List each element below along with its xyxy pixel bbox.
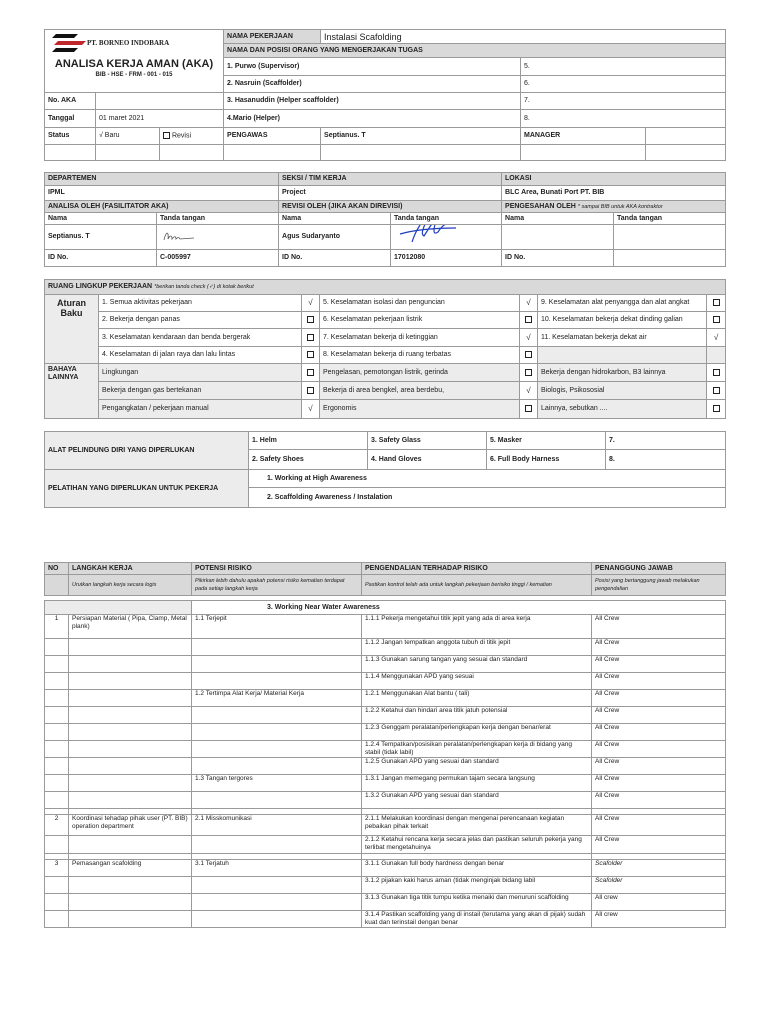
worker-3: 3. Hasanuddin (Helper scaffolder)	[224, 93, 521, 110]
cell-step: Pemasangan scafolding	[69, 860, 192, 877]
bahaya-item-5: Bekerja di area bengkel, area berdebu,	[320, 382, 520, 400]
apd-item-4: 4. Hand Gloves	[368, 450, 487, 470]
table-row	[45, 615, 726, 639]
cell-no	[45, 894, 69, 911]
company-name: PT. BORNEO INDOBARA	[87, 39, 170, 48]
cell-pj: All Crew	[592, 656, 726, 673]
cell-pj: All Crew	[592, 836, 726, 854]
worker-slot-7: 7.	[521, 93, 726, 110]
header-table	[44, 29, 726, 161]
cell-ctrl: 1.1.2 Jangan tempatkan anggota tubuh di titik jepit	[362, 639, 592, 656]
scope-item-11: 11. Keselamatan bekerja dekat air	[538, 329, 707, 347]
cell-risk: 1.2 Tertimpa Alat Kerja/ Material Kerja	[192, 690, 362, 707]
org-table	[44, 172, 726, 267]
cell-pj: All crew	[592, 894, 726, 911]
cell-step	[69, 639, 192, 656]
cell-ctrl: 1.1.3 Gunakan sarung tangan yang sesuai dan standard	[362, 656, 592, 673]
scope-item-4: 4. Keselamatan di jalan raya dan lalu lintas	[99, 347, 302, 364]
apd-item-1: 1. Helm	[249, 432, 368, 450]
cell-risk	[192, 724, 362, 741]
revisi-name: Agus Sudaryanto	[279, 225, 391, 250]
cell-step	[69, 673, 192, 690]
cell-no	[45, 656, 69, 673]
bahaya-item-2: Bekerja dengan gas bertekanan	[99, 382, 302, 400]
apd-item-3: 3. Safety Glass	[368, 432, 487, 450]
table-row	[45, 656, 726, 673]
revisi-checkbox[interactable]	[163, 132, 170, 139]
worker-slot-6: 6.	[521, 76, 726, 93]
cell-pj: All Crew	[592, 741, 726, 758]
training-item-3: 3. Working Near Water Awareness	[192, 601, 726, 615]
revisi-id: 17012080	[391, 250, 502, 267]
scope-check-4[interactable]	[302, 347, 320, 364]
analisa-signature	[157, 225, 279, 250]
signature-scribble-icon	[160, 227, 200, 245]
worker-2: 2. Nasruin (Scaffolder)	[224, 76, 521, 93]
col-risiko: POTENSI RISIKO	[192, 563, 362, 575]
cell-pj: Scafolder	[592, 877, 726, 894]
table-row	[45, 877, 726, 894]
cell-no	[45, 639, 69, 656]
seksi-value: Project	[279, 186, 502, 201]
bahaya-item-3: Pengangkatan / pekerjaan manual	[99, 400, 302, 419]
tanggal-value: 01 maret 2021	[96, 110, 224, 128]
cell-risk: 1.3 Tangan tergores	[192, 775, 362, 792]
cell-step: Persiapan Material ( Pipa, Clamp, Metal plank)	[69, 615, 192, 639]
manager-label: MANAGER	[521, 128, 646, 145]
table-row	[45, 775, 726, 792]
revisi-label: REVISI OLEH (JIKA AKAN DIREVISI)	[279, 201, 502, 213]
no-aka-value[interactable]	[96, 93, 224, 110]
scope-check-3[interactable]	[302, 329, 320, 347]
signature-blue-icon	[394, 225, 464, 246]
apd-item-7: 7.	[606, 432, 726, 450]
worker-slot-5: 5.	[521, 58, 726, 76]
cell-no: 1	[45, 615, 69, 639]
table-row	[45, 741, 726, 758]
cell-no	[45, 741, 69, 758]
col-no: NO	[45, 563, 69, 575]
cell-ctrl: 3.1.2 pijakan kaki harus aman (tidak menginjak bidang labil	[362, 877, 592, 894]
cell-pj: All Crew	[592, 673, 726, 690]
status-revisi-option[interactable]	[160, 128, 224, 145]
cell-step	[69, 894, 192, 911]
cell-risk	[192, 707, 362, 724]
manager-value[interactable]	[646, 128, 726, 145]
scope-check-11[interactable]: √	[707, 329, 726, 347]
scope-item-1: 1. Semua aktivitas pekerjaan	[99, 295, 302, 312]
scope-check-7[interactable]: √	[520, 329, 538, 347]
cell-step	[69, 792, 192, 809]
bahaya-check-2[interactable]	[302, 382, 320, 400]
cell-step	[69, 741, 192, 758]
bahaya-check-5[interactable]: √	[520, 382, 538, 400]
cell-pj: All Crew	[592, 758, 726, 775]
cell-ctrl: 1.1.4 Menggunakan APD yang sesuai	[362, 673, 592, 690]
worker-1: 1. Purwo (Supervisor)	[224, 58, 521, 76]
table-row	[45, 639, 726, 656]
cell-pj: All Crew	[592, 639, 726, 656]
scope-check-2[interactable]	[302, 312, 320, 329]
scope-item-3: 3. Keselamatan kendaraan dan benda bergerak	[99, 329, 302, 347]
table-row	[45, 707, 726, 724]
bahaya-item-4: Pengelasan, pemotongan listrik, gerinda	[320, 364, 520, 382]
table-row	[45, 911, 726, 928]
scope-note: *berikan tanda check (✓) di kotak berikut	[154, 284, 254, 290]
bahaya-check-3[interactable]: √	[302, 400, 320, 419]
scope-title: RUANG LINGKUP PEKERJAAN	[48, 283, 153, 290]
apd-item-2: 2. Safety Shoes	[249, 450, 368, 470]
cell-ctrl: 3.1.1 Gunakan full body hardness dengan benar	[362, 860, 592, 877]
cell-no	[45, 775, 69, 792]
cell-risk	[192, 792, 362, 809]
scope-item-2: 2. Bekerja dengan panas	[99, 312, 302, 329]
bahaya-item-8: Biologis, Psikososial	[538, 382, 707, 400]
cell-step: Koordinasi tehadap pihak user (PT. BIB) operation department	[69, 815, 192, 836]
scope-check-10[interactable]	[707, 312, 726, 329]
cell-ctrl: 1.2.1 Menggunakan Alat bantu ( tali)	[362, 690, 592, 707]
form-code: BIB - HSE - FRM - 001 - 015	[95, 71, 173, 78]
scope-check-8[interactable]	[520, 347, 538, 364]
cell-ctrl: 2.1.2 Ketahui rencana kerja secara jelas dan pastikan seluruh pekerja yang terlibat mengetahuinya	[362, 836, 592, 854]
cell-step	[69, 724, 192, 741]
table-row	[45, 836, 726, 854]
cell-ctrl: 3.1.3 Gunakan tiga titik tumpu ketika menaiki dan menuruni scaffolding	[362, 894, 592, 911]
workers-label: NAMA DAN POSISI ORANG YANG MENGERJAKAN TUGAS	[224, 44, 726, 58]
apd-label: ALAT PELINDUNG DIRI YANG DIPERLUKAN	[45, 432, 249, 470]
cell-no	[45, 836, 69, 854]
table-row	[45, 673, 726, 690]
scope-check-9[interactable]	[707, 295, 726, 312]
cell-pj: All Crew	[592, 815, 726, 836]
id-label-2: ID No.	[279, 250, 391, 267]
steps-table	[44, 562, 726, 928]
bahaya-check-1[interactable]	[302, 364, 320, 382]
cell-risk	[192, 894, 362, 911]
apd-item-8: 8.	[606, 450, 726, 470]
cell-step	[69, 656, 192, 673]
bahaya-check-8[interactable]	[707, 382, 726, 400]
pengesahan-note: * sampai BIB untuk AKA kontraktor	[577, 203, 663, 210]
sub-pj: Posisi yang bertanggung jawab melakukan pengendalian	[592, 575, 726, 596]
scope-table	[44, 279, 726, 419]
tanggal-label: Tanggal	[45, 110, 96, 128]
cell-risk	[192, 673, 362, 690]
status-baru[interactable]: √ Baru	[96, 128, 160, 145]
bahaya-item-7: Bekerja dengan hidrokarbon, B3 lainnya	[538, 364, 707, 382]
sub-langkah: Urutkan langkah kerja secara logis	[69, 575, 192, 596]
col-pengendalian: PENGENDALIAN TERHADAP RISIKO	[362, 563, 592, 575]
cell-risk	[192, 758, 362, 775]
training-item-2: 2. Scaffolding Awareness / Instalation	[249, 488, 726, 508]
apd-item-6: 6. Full Body Harness	[487, 450, 606, 470]
bahaya-item-6: Ergonomis	[320, 400, 520, 419]
cell-no	[45, 911, 69, 928]
bahaya-check-4[interactable]	[520, 364, 538, 382]
cell-ctrl: 1.3.1 Jangan memegang permukan tajam secara langsung	[362, 775, 592, 792]
no-aka-label: No. AKA	[45, 93, 96, 110]
scope-item-9: 9. Keselamatan alat penyangga dan alat angkat	[538, 295, 707, 312]
scope-item-7: 7. Keselamatan bekerja di ketinggian	[320, 329, 520, 347]
bahaya-item-9: Lainnya, sebutkan ....	[538, 400, 707, 419]
lokasi-label: LOKASI	[502, 173, 726, 186]
cell-pj: All Crew	[592, 775, 726, 792]
cell-no	[45, 877, 69, 894]
sub-pengendalian: Pastikan kontrol telah ada untuk langkah pekerjaan berisiko tinggi / kematian	[362, 575, 592, 596]
cell-risk	[192, 911, 362, 928]
cell-risk	[192, 741, 362, 758]
cell-step	[69, 758, 192, 775]
pengawas-value: Septianus. T	[321, 128, 521, 145]
cell-pj: All Crew	[592, 690, 726, 707]
job-value: Instalasi Scafolding	[321, 30, 726, 44]
cell-ctrl: 1.2.3 Genggam peralatan/perlengkapan kerja dengan benar/erat	[362, 724, 592, 741]
status-label: Status	[45, 128, 96, 145]
scope-item-5: 5. Keselamatan isolasi dan penguncian	[320, 295, 520, 312]
bahaya-label: BAHAYA LAINNYA	[45, 364, 99, 419]
cell-pj: All crew	[592, 911, 726, 928]
seksi-label: SEKSI / TIM KERJA	[279, 173, 502, 186]
sub-risiko: Pikirkan lebih dahulu apakah potensi risiko kematian terdapat pada setiap langkah kerja	[192, 575, 362, 596]
id-label-3: ID No.	[502, 250, 614, 267]
ttd-label-1: Tanda tangan	[157, 213, 279, 225]
cell-risk	[192, 877, 362, 894]
cell-no	[45, 792, 69, 809]
cell-step	[69, 707, 192, 724]
cell-pj: All Crew	[592, 792, 726, 809]
cell-no	[45, 690, 69, 707]
scope-item-10: 10. Keselamatan bekerja dekat dinding galian	[538, 312, 707, 329]
cell-step	[69, 877, 192, 894]
cell-ctrl: 1.2.4 Tempatkan/posisikan peralatan/perlengkapan kerja di bidang yang stabil (tidak labil)	[362, 741, 592, 758]
nama-label-1: Nama	[45, 213, 157, 225]
cell-no	[45, 707, 69, 724]
scope-item-8: 8. Keselamatan bekerja di ruang terbatas	[320, 347, 520, 364]
bahaya-item-1: Lingkungan	[99, 364, 302, 382]
pengesahan-label: PENGESAHAN OLEH	[505, 202, 576, 210]
worker-slot-8: 8.	[521, 110, 726, 128]
table-row	[45, 758, 726, 775]
cell-ctrl: 1.2.5 Gunakan APD yang sesuai dan standard	[362, 758, 592, 775]
id-label-1: ID No.	[45, 250, 157, 267]
cell-pj: All Crew	[592, 707, 726, 724]
cell-ctrl: 2.1.1 Melakukan koordinasi dengan mengenai perencanaan kegiatan pebaikan pihak terkait	[362, 815, 592, 836]
pengawas-label: PENGAWAS	[224, 128, 321, 145]
cell-risk: 1.1 Terjepit	[192, 615, 362, 639]
cell-no	[45, 724, 69, 741]
step-rows	[45, 615, 726, 928]
table-row	[45, 860, 726, 877]
cell-ctrl: 3.1.4 Pastikan scaffolding yang di instail (terutama yang akan di pijak) sudah kuat dan terinstail dengan benar	[362, 911, 592, 928]
table-row	[45, 792, 726, 809]
cell-step	[69, 690, 192, 707]
table-row	[45, 724, 726, 741]
col-langkah: LANGKAH KERJA	[69, 563, 192, 575]
cell-no	[45, 758, 69, 775]
table-row	[45, 690, 726, 707]
scope-check-5[interactable]: √	[520, 295, 538, 312]
cell-risk	[192, 656, 362, 673]
worker-4: 4.Mario (Helper)	[224, 110, 521, 128]
apd-table	[44, 431, 726, 508]
col-pj: PENANGGUNG JAWAB	[592, 563, 726, 575]
cell-step	[69, 775, 192, 792]
ttd-label-2: Tanda tangan	[391, 213, 502, 225]
cell-ctrl: 1.1.1 Pekerja mengetahui titik jepit yang ada di area kerja	[362, 615, 592, 639]
cell-step	[69, 836, 192, 854]
scope-item-6: 6. Keselamatan pekerjaan listrik	[320, 312, 520, 329]
ttd-label-3: Tanda tangan	[614, 213, 726, 225]
training-item-1: 1. Working at High Awareness	[249, 470, 726, 488]
training-label: PELATIHAN YANG DIPERLUKAN UNTUK PEKERJA	[45, 470, 249, 508]
cell-pj: All Crew	[592, 615, 726, 639]
bahaya-check-9[interactable]	[707, 400, 726, 419]
cell-risk	[192, 639, 362, 656]
form-title: ANALISA KERJA AMAN (AKA)	[54, 57, 214, 70]
lokasi-value: BLC Area, Bunati Port PT. BIB	[502, 186, 726, 201]
cell-pj: Scafolder	[592, 860, 726, 877]
cell-pj: All Crew	[592, 724, 726, 741]
cell-no: 2	[45, 815, 69, 836]
apd-item-5: 5. Masker	[487, 432, 606, 450]
job-label: NAMA PEKERJAAN	[224, 30, 321, 44]
bahaya-check-6[interactable]	[520, 400, 538, 419]
departemen-value: IPML	[45, 186, 279, 201]
scope-check-1[interactable]: √	[302, 295, 320, 312]
nama-label-3: Nama	[502, 213, 614, 225]
cell-no	[45, 673, 69, 690]
analisa-id: C-005997	[157, 250, 279, 267]
status-revisi-label: Revisi	[171, 132, 192, 140]
table-row	[45, 894, 726, 911]
cell-risk: 3.1 Terjatuh	[192, 860, 362, 877]
cell-ctrl: 1.3.2 Gunakan APD yang sesuai dan standard	[362, 792, 592, 809]
cell-step	[69, 911, 192, 928]
cell-no: 3	[45, 860, 69, 877]
departemen-label: DEPARTEMEN	[45, 173, 279, 186]
analisa-label: ANALISA OLEH (FASILITATOR AKA)	[45, 201, 279, 213]
table-row	[45, 815, 726, 836]
cell-risk	[192, 836, 362, 854]
scope-check-6[interactable]	[520, 312, 538, 329]
cell-risk: 2.1 Misskomunikasi	[192, 815, 362, 836]
aturan-label: Aturan Baku	[45, 295, 99, 364]
bahaya-check-7[interactable]	[707, 364, 726, 382]
analisa-name: Septianus. T	[45, 225, 157, 250]
cell-ctrl: 1.2.2 Ketahui dan hindari area titik jatuh potensial	[362, 707, 592, 724]
nama-label-2: Nama	[279, 213, 391, 225]
revisi-signature	[391, 225, 502, 250]
